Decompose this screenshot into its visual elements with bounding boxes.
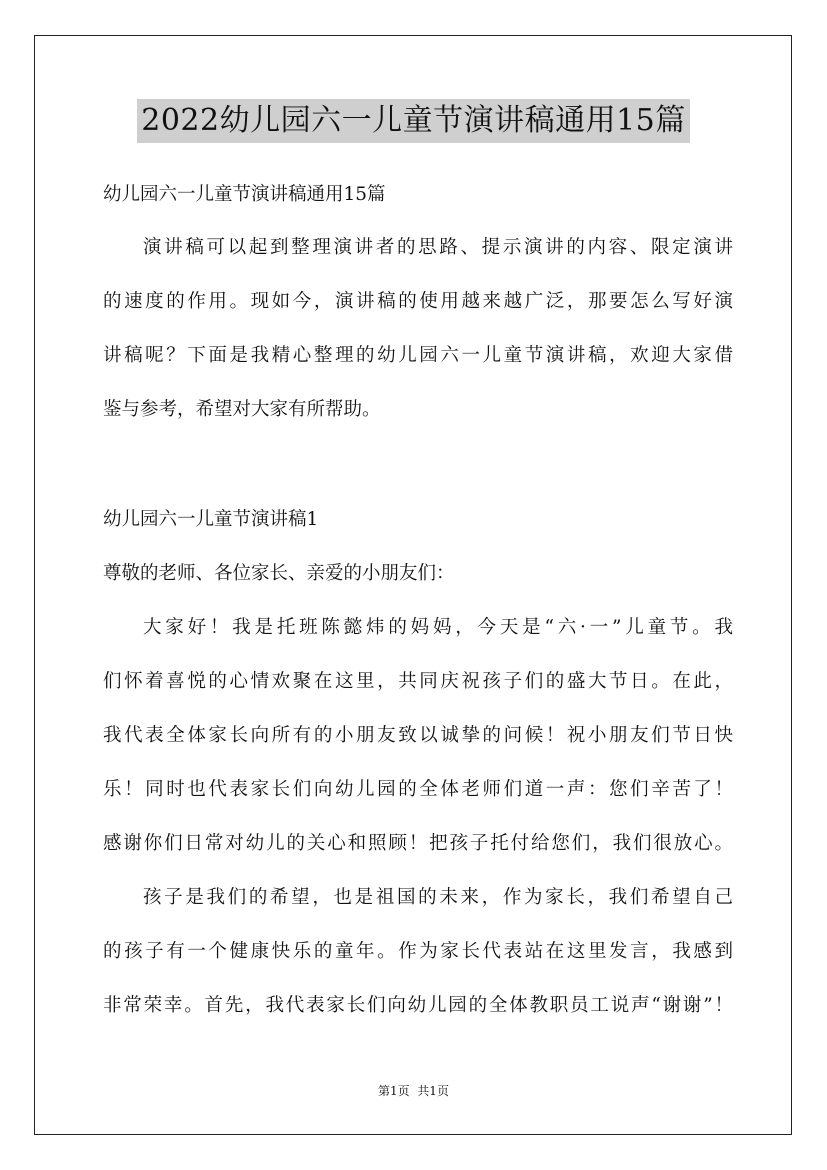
page-footer: 第1页 共1页: [378, 1084, 449, 1098]
title-container: [0, 99, 827, 143]
paragraph-line: 孩子是我们的希望，也是祖国的未来，作为家长，我们希望自己: [143, 887, 733, 908]
paragraph-line: 非常荣幸。首先，我代表家长们向幼儿园的全体教职员工说声“谢谢”！: [103, 995, 733, 1016]
intro-line: 的速度的作用。现如今，演讲稿的使用越来越广泛，那要怎么写好演: [103, 291, 733, 312]
intro-line: 讲稿呢？下面是我精心整理的幼儿园六一儿童节演讲稿，欢迎大家借: [103, 345, 733, 366]
paragraph-line: 大家好！我是托班陈懿炜的妈妈，今天是“六·一”儿童节。我: [143, 617, 733, 638]
section-heading: 幼儿园六一儿童节演讲稿1: [103, 509, 319, 530]
paragraph-line: 乐！同时也代表家长们向幼儿园的全体老师们道一声：您们辛苦了！: [103, 779, 733, 800]
paragraph-line: 感谢你们日常对幼儿的关心和照顾！把孩子托付给您们，我们很放心。: [103, 833, 733, 854]
salutation: 尊敬的老师、各位家长、亲爱的小朋友们：: [103, 563, 455, 584]
paragraph-line: 的孩子有一个健康快乐的童年。作为家长代表站在这里发言，我感到: [103, 941, 733, 962]
paragraph-line: 我代表全体家长向所有的小朋友致以诚挚的问候！祝小朋友们节日快: [103, 725, 733, 746]
document-subtitle: 幼儿园六一儿童节演讲稿通用15篇: [103, 184, 386, 205]
document-title: 2022幼儿园六一儿童节演讲稿通用15篇: [137, 99, 690, 143]
intro-line: 演讲稿可以起到整理演讲者的思路、提示演讲的内容、限定演讲: [143, 237, 733, 258]
intro-line: 鉴与参考，希望对大家有所帮助。: [103, 399, 381, 420]
paragraph-line: 们怀着喜悦的心情欢聚在这里，共同庆祝孩子们的盛大节日。在此，: [103, 671, 733, 692]
